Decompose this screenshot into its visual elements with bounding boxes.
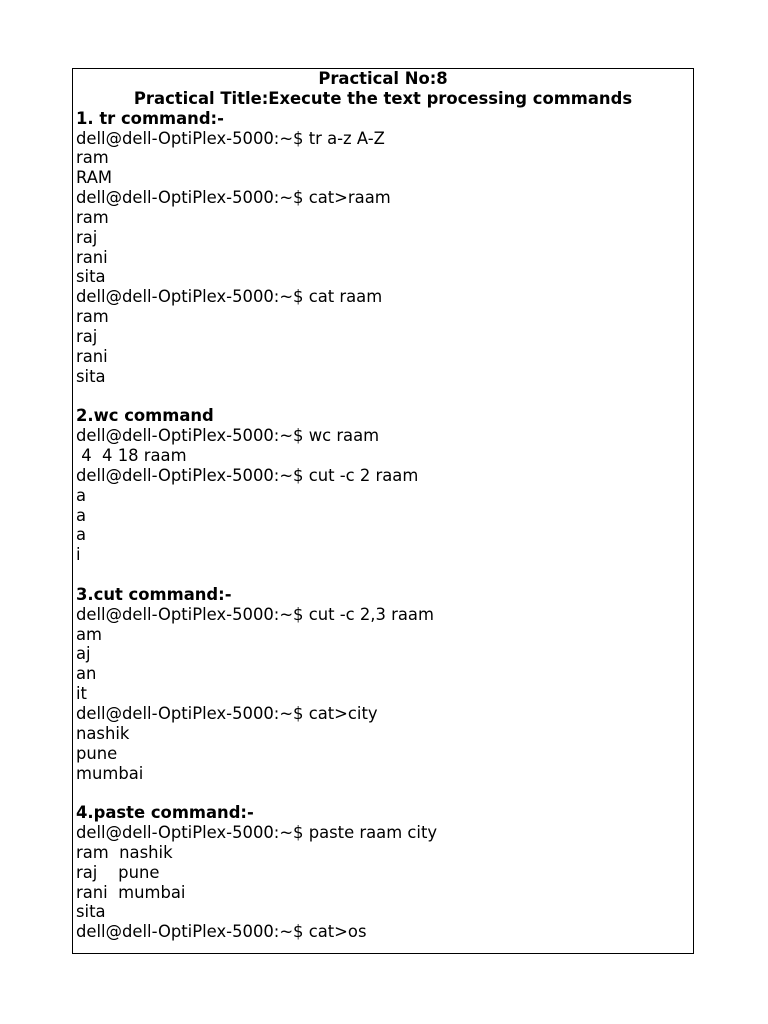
document-page bbox=[72, 68, 694, 954]
text-line: raj pune bbox=[76, 862, 160, 882]
text-line: dell@dell-OptiPlex-5000:~$ cat>os bbox=[76, 922, 367, 942]
text-line: nashik bbox=[76, 723, 130, 743]
text-line: dell@dell-OptiPlex-5000:~$ cat raam bbox=[76, 287, 383, 307]
blank-line bbox=[76, 565, 690, 585]
text-line: mumbai bbox=[76, 763, 144, 783]
text-line: sita bbox=[76, 902, 106, 922]
text-line: raj bbox=[76, 326, 98, 346]
blank-line bbox=[76, 783, 690, 803]
text-line: dell@dell-OptiPlex-5000:~$ cat>city bbox=[76, 704, 378, 723]
text-line: RAM bbox=[76, 168, 113, 188]
practical-number-title: Practical No:8 bbox=[318, 69, 448, 88]
text-line: aj bbox=[76, 644, 91, 664]
text-line: an bbox=[76, 664, 97, 684]
practical-title: Practical Title:Execute the text processing commands bbox=[133, 88, 633, 108]
document-content bbox=[76, 69, 690, 942]
text-line: pune bbox=[76, 743, 118, 763]
text-line: dell@dell-OptiPlex-5000:~$ cut -c 2 raam bbox=[76, 465, 419, 485]
text-line: dell@dell-OptiPlex-5000:~$ cut -c 2,3 raam bbox=[76, 604, 434, 624]
text-line: dell@dell-OptiPlex-5000:~$ tr a-z A-Z bbox=[76, 128, 385, 148]
text-line: ram nashik bbox=[76, 842, 173, 862]
text-line: 4 4 18 raam bbox=[76, 446, 187, 466]
text-line: sita bbox=[76, 366, 106, 386]
text-line: ram bbox=[76, 207, 109, 227]
text-line: ram bbox=[76, 148, 109, 168]
text-line: sita bbox=[76, 267, 106, 287]
section-heading: 2.wc command bbox=[76, 406, 214, 426]
text-line: raj bbox=[76, 227, 98, 247]
text-line: it bbox=[76, 684, 87, 704]
text-line: rani bbox=[76, 346, 108, 366]
text-line: rani bbox=[76, 247, 108, 267]
text-line: a bbox=[76, 505, 87, 525]
section-heading: 4.paste command:- bbox=[76, 803, 254, 823]
text-line: dell@dell-OptiPlex-5000:~$ wc raam bbox=[76, 426, 380, 446]
text-line: dell@dell-OptiPlex-5000:~$ cat>raam bbox=[76, 188, 391, 208]
blank-line bbox=[76, 387, 690, 407]
document-lines bbox=[76, 109, 690, 942]
text-line: ram bbox=[76, 307, 109, 327]
text-line: rani mumbai bbox=[76, 882, 186, 902]
text-line: i bbox=[76, 545, 81, 565]
section-heading: 1. tr command:- bbox=[76, 108, 224, 128]
text-line: a bbox=[76, 485, 87, 505]
text-line: dell@dell-OptiPlex-5000:~$ paste raam city bbox=[76, 823, 438, 843]
text-line: a bbox=[76, 525, 87, 545]
section-heading: 3.cut command:- bbox=[76, 584, 232, 604]
text-line: am bbox=[76, 624, 103, 644]
